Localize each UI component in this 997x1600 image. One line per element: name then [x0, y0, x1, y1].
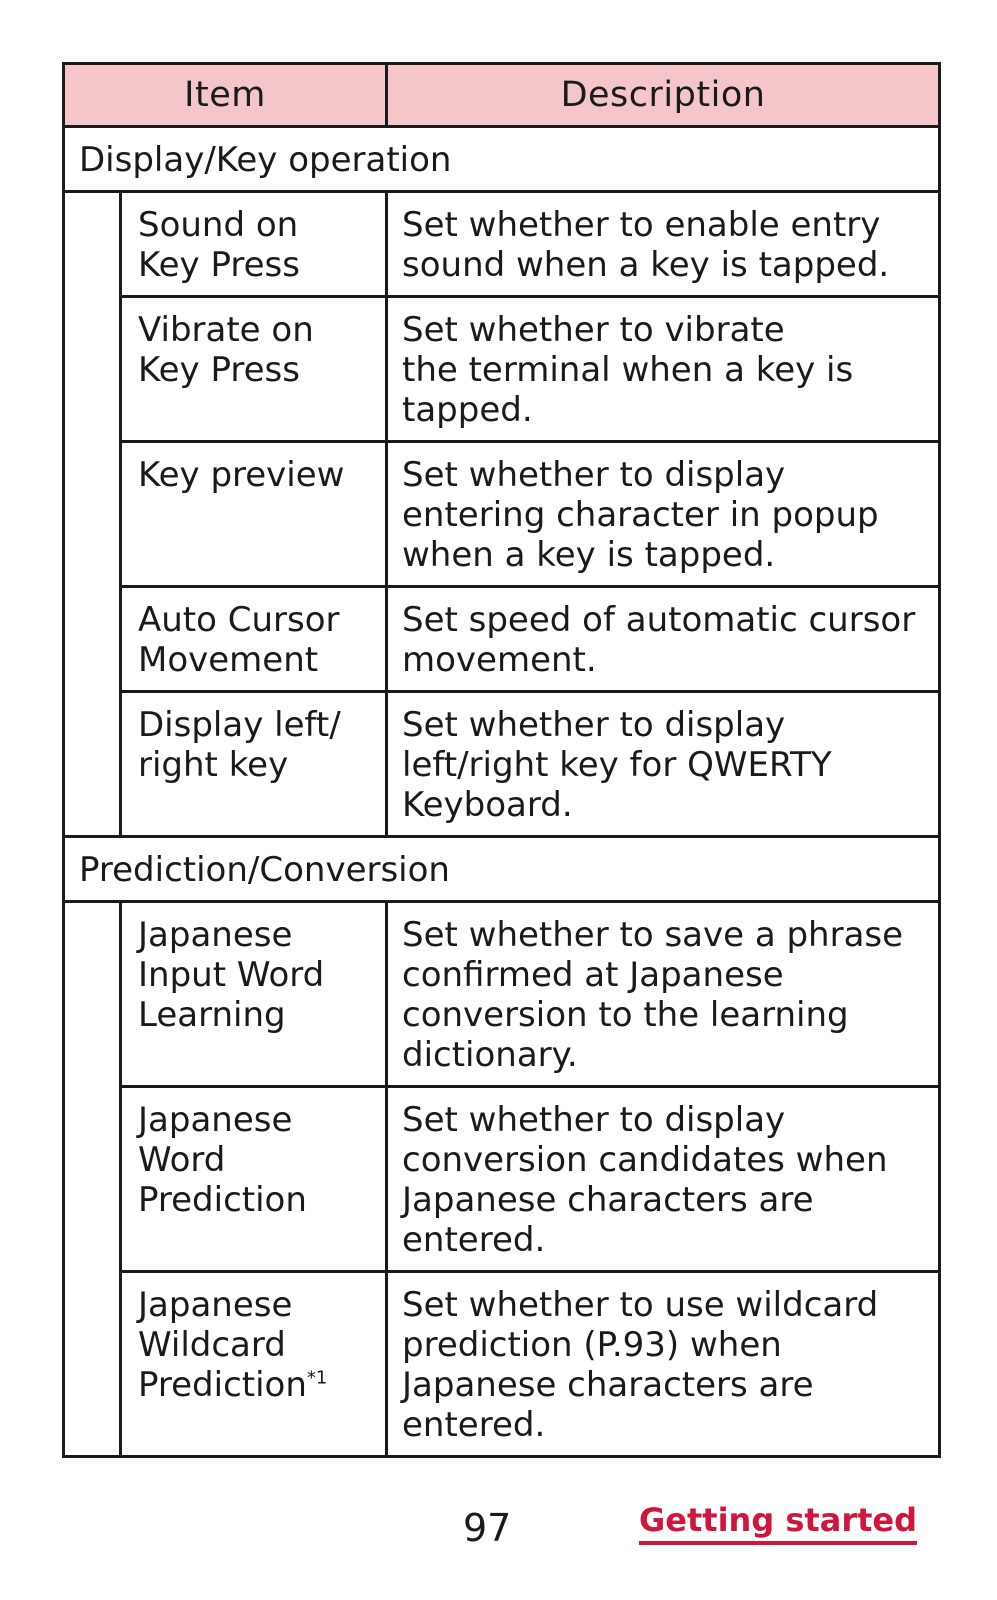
page-number: 97 — [463, 1506, 512, 1550]
description-cell: Set whether to vibrate the terminal when a key is tapped. — [387, 297, 940, 442]
description-cell: Set speed of automatic cursor movement. — [387, 587, 940, 692]
section-title: Prediction/Conversion — [64, 837, 940, 902]
settings-table — [62, 62, 941, 1458]
description-cell: Set whether to use wildcard prediction (P.93) when Japanese characters are entered. — [387, 1272, 940, 1457]
section-row — [64, 127, 940, 192]
chapter-link[interactable]: Getting started — [639, 1500, 917, 1545]
item-cell: Vibrate on Key Press — [121, 297, 387, 442]
table-row — [64, 902, 940, 1087]
header-description: Description — [387, 64, 940, 127]
table-row — [64, 442, 940, 587]
footnote-marker: *1 — [306, 1367, 328, 1389]
item-cell: Sound on Key Press — [121, 192, 387, 297]
table-row — [64, 692, 940, 837]
item-cell: Auto Cursor Movement — [121, 587, 387, 692]
table-row — [64, 1272, 940, 1457]
item-cell: Key preview — [121, 442, 387, 587]
item-text: Japanese Wildcard Prediction — [138, 1285, 307, 1405]
item-cell: Display left/ right key — [121, 692, 387, 837]
description-cell: Set whether to display entering character in popup when a key is tapped. — [387, 442, 940, 587]
description-cell: Set whether to display left/right key for QWERTY Keyboard. — [387, 692, 940, 837]
description-cell: Set whether to save a phrase confirmed at Japanese conversion to the learning dictionary. — [387, 902, 940, 1087]
item-cell — [121, 1272, 387, 1457]
header-row — [64, 64, 940, 127]
item-cell: Japanese Input Word Learning — [121, 902, 387, 1087]
table-row — [64, 587, 940, 692]
table-row — [64, 297, 940, 442]
section-title: Display/Key operation — [64, 127, 940, 192]
section-row — [64, 837, 940, 902]
description-cell: Set whether to display conversion candidates when Japanese characters are entered. — [387, 1087, 940, 1272]
table-row — [64, 1087, 940, 1272]
description-cell: Set whether to enable entry sound when a key is tapped. — [387, 192, 940, 297]
table-row — [64, 192, 940, 297]
header-item: Item — [64, 64, 387, 127]
item-cell: Japanese Word Prediction — [121, 1087, 387, 1272]
